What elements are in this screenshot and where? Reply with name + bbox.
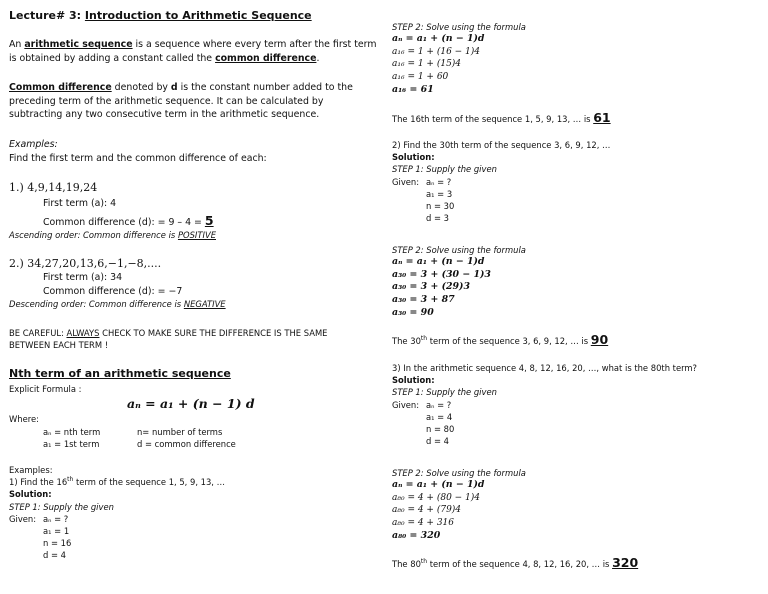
q1-step2: STEP 2: Solve using the formula aₙ = a₁ + (n − 1)d a₁₆ = 1 + (16 − 1)4 a₁₆ = 1 + (15)4 a₁₆ = 1 + 60 a₁₆ = 61 (392, 22, 526, 95)
q3-answer: The 80th term of the sequence 4, 8, 12, 16, 20, … is 320 (392, 555, 639, 570)
q3-step2: STEP 2: Solve using the formula aₙ = a₁ + (n − 1)d a₈₀ = 4 + (80 − 1)4 a₈₀ = 4 + (79)4 a₈₀ = 4 + 316 a₈₀ = 320 (392, 468, 526, 541)
question-3: 3) In the arithmetic sequence 4, 8, 12, 16, 20, …, what is the 80th term? Solution: STEP 1: Supply the given Given: aₙ = ? a₁ = 4 n = 80 d = 4 (392, 363, 697, 447)
nth-term-formula: aₙ = a₁ + (n − 1) d (127, 396, 255, 411)
explicit-formula-label: Explicit Formula : (9, 384, 82, 394)
q2-step2: STEP 2: Solve using the formula aₙ = a₁ + (n − 1)d a₃₀ = 3 + (30 − 1)3 a₃₀ = 3 + (29)3 a₃₀ = 3 + 87 a₃₀ = 90 (392, 245, 526, 318)
q1-answer: The 16th term of the sequence 1, 5, 9, 13, … is 61 (392, 110, 611, 125)
q2-answer: The 30th term of the sequence 3, 6, 9, 12, … is 90 (392, 332, 609, 347)
page-title: Lecture# 3: Introduction to Arithmetic Sequence (9, 9, 312, 22)
nth-term-heading: Nth term of an arithmetic sequence (9, 367, 231, 380)
question-1: Examples: 1) Find the 16th term of the sequence 1, 5, 9, 13, … Solution: STEP 1: Supply the given Given: aₙ = ? a₁ = 1 n = 16 d = 4 (9, 465, 226, 561)
question-2: 2) Find the 30th term of the sequence 3, 6, 9, 12, … Solution: STEP 1: Supply the given Given: aₙ = ? a₁ = 3 n = 30 d = 3 (392, 140, 611, 224)
common-difference-paragraph: Common difference denoted by d is the constant number added to the preceding term of the arithmetic sequence. It can be calculated by subtracting any two consecutive term in the arithmetic sequence. (9, 82, 353, 121)
example-2: 2.) 34,27,20,13,6,−1,−8,.... First term (a): 34 Common difference (d): = −7 Descending order: Common difference is NEGATIVE (9, 257, 226, 310)
careful-note: BE CAREFUL: ALWAYS CHECK TO MAKE SURE THE DIFFERENCE IS THE SAME BETWEEN EACH TERM ! (9, 328, 328, 351)
intro-paragraph: An arithmetic sequence is a sequence where every term after the first term is obtained by adding a constant called the common difference. (9, 39, 377, 64)
example-1: 1.) 4,9,14,19,24 First term (a): 4 Common difference (d): = 9 – 4 = 5 Ascending order: Common difference is POSITIVE (9, 181, 216, 241)
where-label: Where: (9, 414, 39, 424)
examples-section: Examples: Find the first term and the common difference of each: (9, 139, 267, 164)
definitions: aₙ = nth term n= number of terms a₁ = 1st term d = common difference (43, 427, 236, 450)
